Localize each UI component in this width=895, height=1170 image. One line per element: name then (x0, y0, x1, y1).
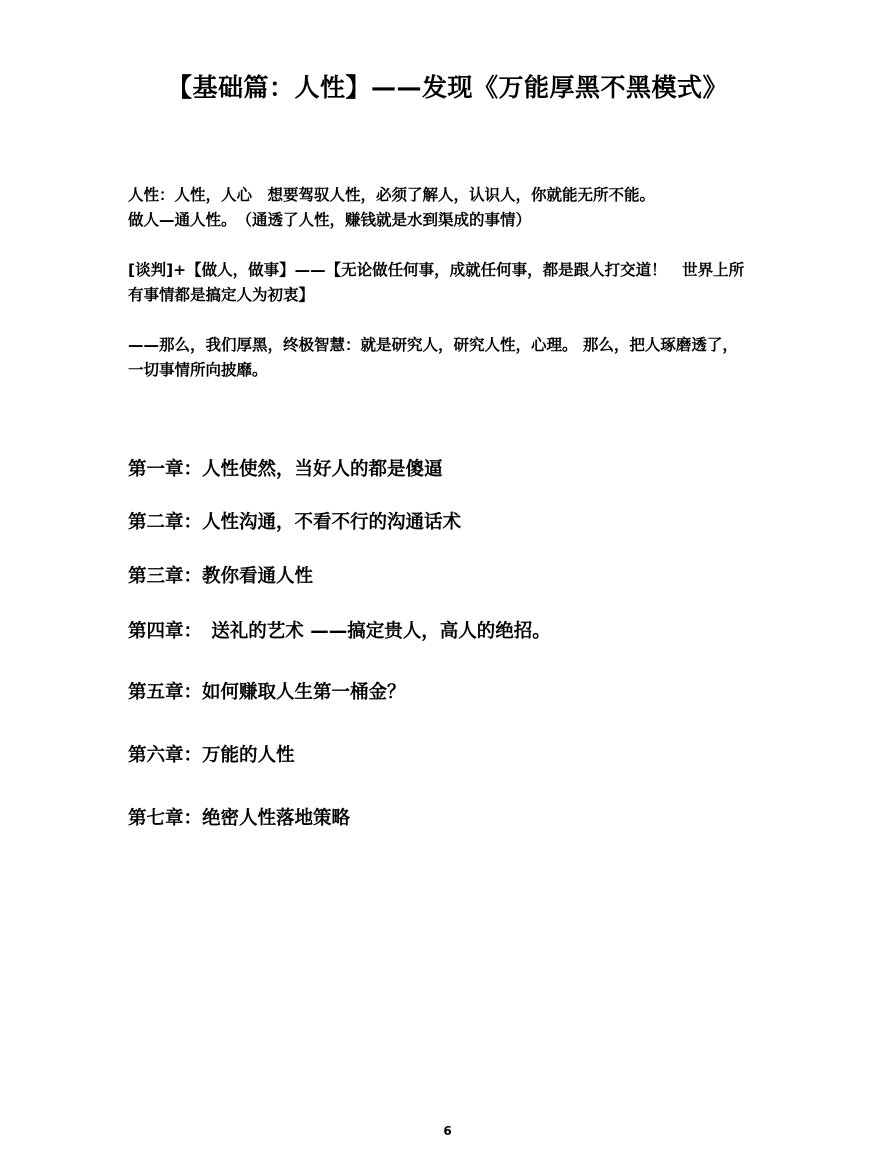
wisdom-paragraph (128, 333, 788, 383)
chapter-heading-5: 第五章：如何赚取人生第一桶金？ (128, 682, 406, 703)
page-number: 6 (443, 1124, 452, 1138)
intro-paragraph (128, 183, 788, 233)
chapter-heading-4: 第四章： 送礼的艺术 ——搞定贵人，高人的绝招。 (128, 621, 551, 642)
intro-line-2: 做人—通人性。 （通透了人性，赚钱就是水到渠成的事情） (128, 211, 532, 229)
chapter-heading-1: 第一章：人性使然，当好人的都是傻逼 (128, 459, 443, 480)
wisdom-line-1: ——那么，我们厚黑，终极智慧：就是研究人，研究人性，心理。 那么，把人琢磨透了， (128, 336, 738, 354)
wisdom-line-2: 一切事情所向披靡。 (128, 361, 268, 379)
chapter-heading-7: 第七章：绝密人性落地策略 (128, 808, 351, 829)
intro-line-1: 人性：人性，人心 想要驾驭人性，必须了解人，认识人，你就能无所不能。 (128, 186, 656, 204)
chapter-heading-3: 第三章：教你看通人性 (128, 566, 314, 587)
chapter-heading-6: 第六章：万能的人性 (128, 745, 295, 766)
page-title: 【基础篇：人性】——发现《万能厚黑不黑模式》 (166, 73, 728, 102)
negotiation-paragraph (128, 258, 788, 308)
negotiation-line-1: [谈判]+【做人，做事】——【无论做任何事，成就任何事，都是跟人打交道！ 世界上所 (128, 261, 745, 279)
chapter-heading-2: 第二章：人性沟通，不看不行的沟通话术 (128, 512, 462, 533)
negotiation-line-2: 有事情都是搞定人为初衷】 (128, 286, 315, 304)
